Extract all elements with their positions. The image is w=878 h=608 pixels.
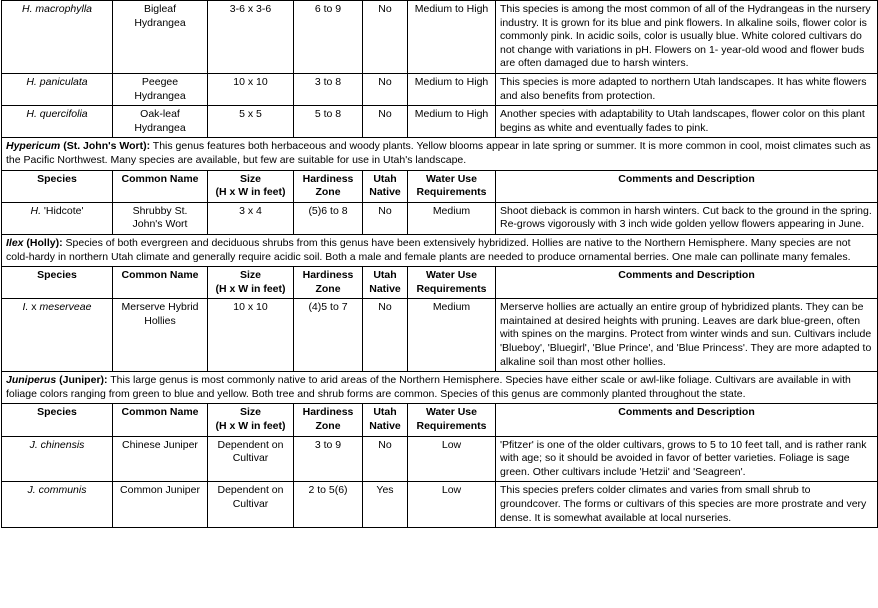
common-name-cell: Common Juniper: [113, 482, 208, 528]
hardiness-cell: 3 to 9: [294, 436, 363, 482]
genus-row-hypericum: [2, 138, 878, 170]
hardiness-cell: 6 to 9: [294, 1, 363, 74]
genus-row-juniperus: [2, 372, 878, 404]
header-size: Size (H x W in feet): [208, 267, 294, 299]
header-water-use: Water Use Requirements: [408, 404, 496, 436]
table-row: [2, 73, 878, 105]
header-water-use: Water Use Requirements: [408, 267, 496, 299]
size-cell: 10 x 10: [208, 73, 294, 105]
native-cell: No: [363, 73, 408, 105]
size-cell: Dependent on Cultivar: [208, 436, 294, 482]
size-cell: 5 x 5: [208, 106, 294, 138]
header-species: Species: [2, 404, 113, 436]
comments-cell: 'Pfitzer' is one of the older cultivars, grows to 5 to 10 feet tall, and is rather rank with age; so it should be avoided in favor of better varieties. Foliage is sage green. Other cultivars include 'Hetzii' and 'Seagreen'.: [496, 436, 878, 482]
water-use-cell: Medium to High: [408, 106, 496, 138]
size-cell: 3 x 4: [208, 202, 294, 234]
plant-table: [1, 0, 878, 528]
header-comments: Comments and Description: [496, 170, 878, 202]
table-row: [2, 1, 878, 74]
native-cell: No: [363, 202, 408, 234]
species-cell: J. chinensis: [2, 436, 113, 482]
species-hybrid-mark: x: [28, 301, 40, 314]
header-species: Species: [2, 267, 113, 299]
table-row: [2, 482, 878, 528]
genus-row-ilex: [2, 234, 878, 266]
header-utah-native: Utah Native: [363, 170, 408, 202]
size-cell: 3-6 x 3-6: [208, 1, 294, 74]
water-use-cell: Medium to High: [408, 1, 496, 74]
header-row: [2, 267, 878, 299]
native-cell: Yes: [363, 482, 408, 528]
hardiness-cell: 5 to 8: [294, 106, 363, 138]
comments-cell: This species prefers colder climates and varies from small shrub to groundcover. The forms or cultivars of this species are more prostrate and very dense. It is somewhat available at local nurseries.: [496, 482, 878, 528]
species-cell: H. macrophylla: [2, 1, 113, 74]
genus-description: [2, 372, 878, 404]
genus-text: This genus features both herbaceous and woody plants. Yellow blooms appear in late spring or summer. It is more common in cool, moist climates such as the Pacific Northwest. Many species are available, but few are suitable for use in Utah's landscape.: [6, 140, 871, 166]
table-row: [2, 202, 878, 234]
common-name-cell: Shrubby St. John's Wort: [113, 202, 208, 234]
table-row: [2, 436, 878, 482]
common-name-cell: Oak-leaf Hydrangea: [113, 106, 208, 138]
header-common-name: Common Name: [113, 170, 208, 202]
species-cell: H. paniculata: [2, 73, 113, 105]
header-row: [2, 404, 878, 436]
species-cell: [2, 202, 113, 234]
hardiness-cell: 3 to 8: [294, 73, 363, 105]
species-cell: J. communis: [2, 482, 113, 528]
hardiness-cell: 2 to 5(6): [294, 482, 363, 528]
water-use-cell: Medium to High: [408, 73, 496, 105]
genus-common-name: (Juniper):: [56, 374, 108, 387]
genus-common-name: (St. John's Wort):: [60, 140, 151, 153]
header-comments: Comments and Description: [496, 404, 878, 436]
genus-name: Ilex: [6, 236, 24, 249]
species-cell: H. quercifolia: [2, 106, 113, 138]
common-name-cell: Chinese Juniper: [113, 436, 208, 482]
hardiness-cell: (5)6 to 8: [294, 202, 363, 234]
common-name-cell: Peegee Hydrangea: [113, 73, 208, 105]
header-size: Size (H x W in feet): [208, 404, 294, 436]
header-water-use: Water Use Requirements: [408, 170, 496, 202]
species-genus-abbrev: H.: [30, 204, 41, 217]
header-hardiness: Hardiness Zone: [294, 170, 363, 202]
native-cell: No: [363, 299, 408, 372]
header-species: Species: [2, 170, 113, 202]
comments-cell: Another species with adaptability to Utah landscapes, flower color on this plant begins as white and eventually fades to pink.: [496, 106, 878, 138]
header-common-name: Common Name: [113, 404, 208, 436]
species-cell: [2, 299, 113, 372]
genus-text: Species of both evergreen and deciduous shrubs from this genus have been extensively hybridized. Hollies are native to the Northern Hemisphere. Many species are not cold-hardy in northern Utah climate and generally require acidic soil. Both a male and female plants are needed to produce ornamental berries. One male can pollinate many females.: [6, 236, 851, 263]
genus-description: [2, 234, 878, 266]
common-name-cell: Bigleaf Hydrangea: [113, 1, 208, 74]
water-use-cell: Low: [408, 436, 496, 482]
water-use-cell: Low: [408, 482, 496, 528]
genus-description: [2, 138, 878, 170]
genus-name: Hypericum: [6, 140, 61, 153]
header-row: [2, 170, 878, 202]
header-hardiness: Hardiness Zone: [294, 404, 363, 436]
water-use-cell: Medium: [408, 202, 496, 234]
table-row: [2, 299, 878, 372]
genus-text: This large genus is most commonly native to arid areas of the Northern Hemisphere. Species have either scale or awl-like foliage. Cultivars are available in with foliage colors ranging from green to blue and yellow. Both tree and shrub forms are common. Species of this genus are commonly planted throughout the state.: [6, 374, 851, 400]
common-name-cell: Merserve Hybrid Hollies: [113, 299, 208, 372]
genus-name: Juniperus: [6, 374, 57, 387]
species-cultivar: 'Hidcote': [40, 204, 84, 217]
header-common-name: Common Name: [113, 267, 208, 299]
header-hardiness: Hardiness Zone: [294, 267, 363, 299]
header-utah-native: Utah Native: [363, 404, 408, 436]
size-cell: Dependent on Cultivar: [208, 482, 294, 528]
genus-common-name: (Holly):: [23, 236, 63, 249]
size-cell: 10 x 10: [208, 299, 294, 372]
header-size: Size (H x W in feet): [208, 170, 294, 202]
comments-cell: Merserve hollies are actually an entire group of hybridized plants. They can be maintained at desired heights with pruning. Leaves are dark blue-green, often with spines on the margins. Protect from winter winds and sun. Cultivars include 'Blueboy', 'Bluegirl', 'Blue Prince', and 'Blue Princess'. They are more adapted to alkaline soil than most other hollies.: [496, 299, 878, 372]
water-use-cell: Medium: [408, 299, 496, 372]
species-epithet: meserveae: [39, 301, 92, 314]
species-genus-abbrev: I.: [22, 301, 29, 314]
header-utah-native: Utah Native: [363, 267, 408, 299]
hardiness-cell: (4)5 to 7: [294, 299, 363, 372]
comments-cell: This species is more adapted to northern Utah landscapes. It has white flowers and also benefits from protection.: [496, 73, 878, 105]
native-cell: No: [363, 436, 408, 482]
comments-cell: Shoot dieback is common in harsh winters. Cut back to the ground in the spring. Re-grows vigorously with 3 inch wide golden yellow flowers appearing in June.: [496, 202, 878, 234]
native-cell: No: [363, 1, 408, 74]
table-row: [2, 106, 878, 138]
header-comments: Comments and Description: [496, 267, 878, 299]
native-cell: No: [363, 106, 408, 138]
comments-cell: This species is among the most common of all of the Hydrangeas in the nursery industry. It is grown for its blue and pink flowers. In alkaline soils, flower color is commonly pink. In acidic soils, color is usually blue. White colored cultivars do not change with variations in pH. Flowers on 1- year-old wood and flower buds are often damaged due to harsh winters.: [496, 1, 878, 74]
